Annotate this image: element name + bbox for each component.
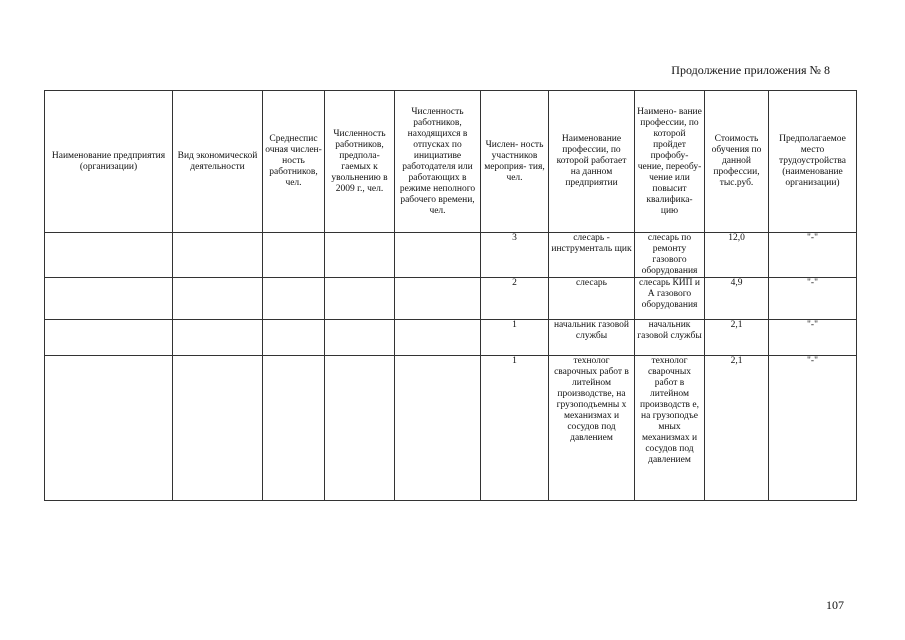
header-enterprise: Наименование предприятия (организации) — [45, 91, 173, 233]
header-training-profession: Наимено- вание профессии, по которой пройдет профобу- чение, переобу- чение или повысит квалифика- цию — [635, 91, 705, 233]
table-row — [45, 278, 857, 320]
table-row — [45, 320, 857, 356]
profession-cell: слесарь - инструменталь щик — [549, 233, 635, 278]
training-table — [44, 90, 857, 501]
continuation-title: Продолжение приложения № 8 — [671, 63, 830, 77]
profession-cell: слесарь — [549, 278, 635, 320]
page-number: 107 — [826, 598, 844, 612]
training-profession-cell: технолог сварочных работ в литейном производств е, на грузоподъе мных механизмах и сосудов под давлением — [635, 356, 705, 501]
placement-cell: "-" — [769, 233, 857, 278]
training-profession-cell: начальник газовой службы — [635, 320, 705, 356]
header-activity: Вид экономической деятельности — [173, 91, 263, 233]
participants-cell: 3 — [481, 233, 549, 278]
header-row — [45, 91, 857, 233]
placement-cell: "-" — [769, 356, 857, 501]
header-avg-staff: Среднеспис очная числен- ность работников, чел. — [263, 91, 325, 233]
participants-cell: 1 — [481, 356, 549, 501]
header-participants: Числен- ность участников мероприя- тия, чел. — [481, 91, 549, 233]
profession-cell: технолог сварочных работ в литейном производстве, на грузоподъемны х механизмах и сосудов под давлением — [549, 356, 635, 501]
header-placement: Предполагаемое место трудоустройства (наименование организации) — [769, 91, 857, 233]
profession-cell: начальник газовой службы — [549, 320, 635, 356]
participants-cell: 1 — [481, 320, 549, 356]
training-profession-cell: слесарь по ремонту газового оборудования — [635, 233, 705, 278]
header-leave-parttime: Численность работников, находящихся в отпусках по инициативе работодателя или работающих в режиме неполного рабочего времени, чел. — [395, 91, 481, 233]
training-profession-cell: слесарь КИП и А газового оборудования — [635, 278, 705, 320]
header-current-profession: Наименование профессии, по которой работает на данном предприятии — [549, 91, 635, 233]
cost-cell: 4,9 — [705, 278, 769, 320]
placement-cell: "-" — [769, 320, 857, 356]
header-cost: Стоимость обучения по данной профессии, тыс.руб. — [705, 91, 769, 233]
cost-cell: 12,0 — [705, 233, 769, 278]
table-row — [45, 233, 857, 278]
header-planned-dismissal: Численность работников, предпола- гаемых к увольнению в 2009 г., чел. — [325, 91, 395, 233]
cost-cell: 2,1 — [705, 356, 769, 501]
participants-cell: 2 — [481, 278, 549, 320]
placement-cell: "-" — [769, 278, 857, 320]
cost-cell: 2,1 — [705, 320, 769, 356]
table-row — [45, 356, 857, 501]
